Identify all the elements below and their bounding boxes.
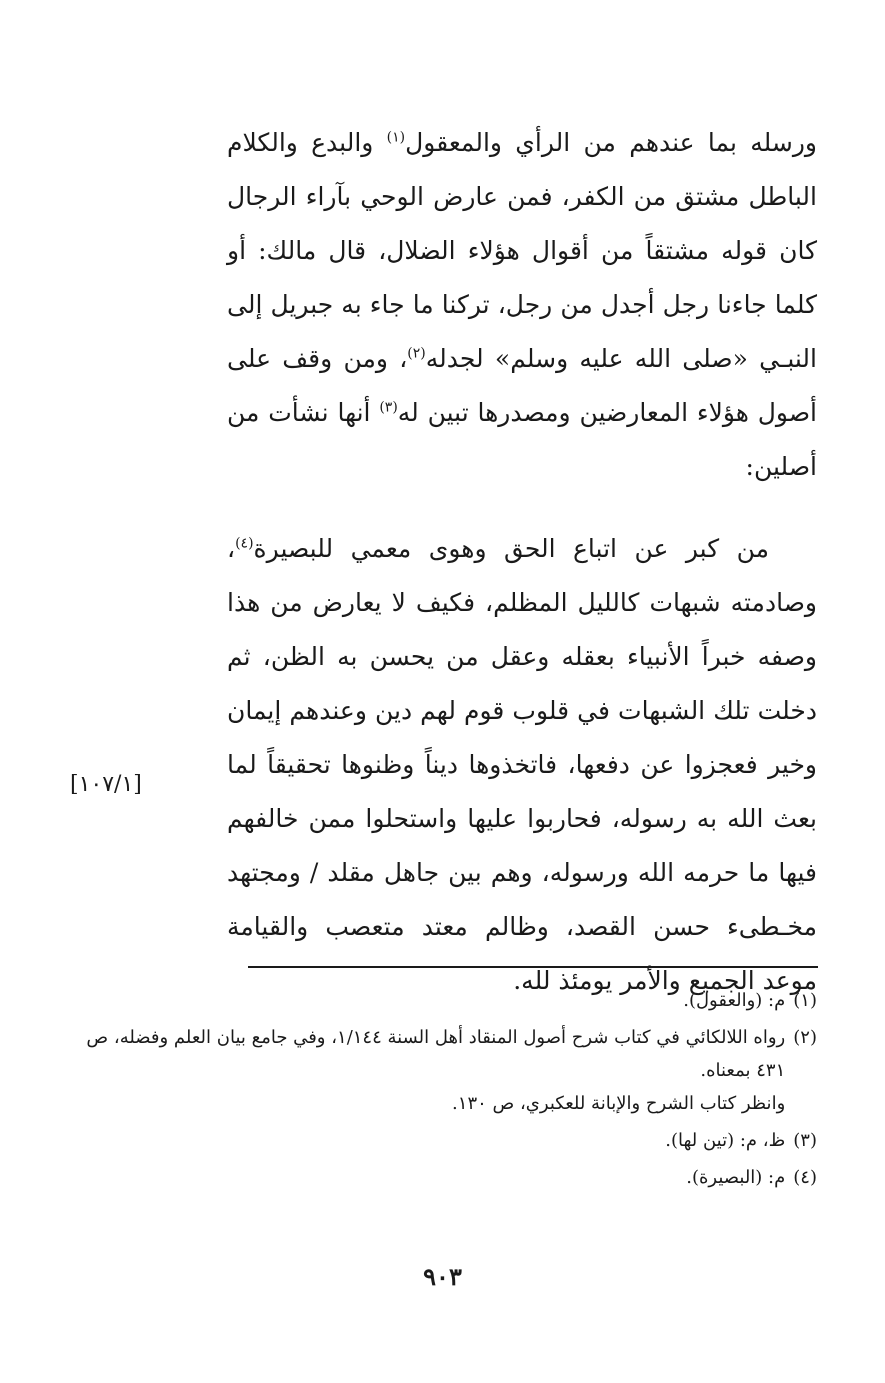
footnote-number: (١) <box>793 990 817 1011</box>
footnote-number: (٤) <box>793 1167 817 1188</box>
footnote-line: وانظر كتاب الشرح والإبانة للعكبري، ص ١٣٠. <box>452 1093 786 1114</box>
footnote-number: (٣) <box>793 1130 817 1151</box>
footnote-marker-1: (١) <box>386 129 406 146</box>
footnote-body <box>67 1124 785 1157</box>
text-segment: ، ومن وقف على أصول هؤلاء المعارضين ومصدرها تبين له <box>227 344 817 427</box>
footnote-marker-3: (٣) <box>379 399 398 416</box>
paragraph-2 <box>227 522 817 1008</box>
footnote-1 <box>67 984 817 1017</box>
footnote-body <box>67 984 785 1017</box>
footnote-number: (٢) <box>793 1027 817 1048</box>
footnote-marker-2: (٢) <box>407 345 426 362</box>
text-segment: والبدع والكلام الباطل مشتق من الكفر، فمن عارض الوحي بآراء الرجال كان قوله مشتقاً من أقوال هؤلاء الضلال، قال مالك: أو كلما جاءنا رجل أجدل من رجل، تركنا ما جاء به جبريل إلى النبـي «صلى الله عليه وسلم» لجدله <box>227 128 817 373</box>
text-segment: أنها نشأت من أصلين: <box>227 398 817 481</box>
paragraph-spacer <box>227 494 817 522</box>
footnote-line: م: (والعقول). <box>683 990 786 1011</box>
manuscript-folio-reference: [١٠٧/١] <box>70 772 142 797</box>
footnote-line: رواه اللالكائي في كتاب شرح أصول المنقاد أهل السنة ١/١٤٤، وفي جامع بيان العلم وفضله، ص ٤٣١ بمعناه. <box>86 1027 786 1081</box>
footnote-marker-4: (٤) <box>235 535 254 552</box>
footnote-line: ظ، م: (تين لها). <box>665 1130 786 1151</box>
footnote-body <box>67 1021 785 1120</box>
paragraph-1 <box>227 116 817 494</box>
footnote-divider <box>248 966 818 968</box>
footnote-4 <box>67 1161 817 1194</box>
text-segment: ورسله بما عندهم من الرأي والمعقول <box>405 128 817 157</box>
footnote-3 <box>67 1124 817 1157</box>
text-segment: من كبر عن اتباع الحق وهوى معمي للبصيرة <box>253 534 769 563</box>
footnote-line: م: (البصيرة). <box>686 1167 786 1188</box>
page-number: ٩٠٣ <box>423 1262 462 1291</box>
main-text <box>227 116 817 1008</box>
footnotes <box>67 984 817 1198</box>
text-segment: ، وصادمته شبهات كالليل المظلم، فكيف لا يعارض من هذا وصفه خبراً الأنبياء بعقله وعقل من يحسن به الظن، ثم دخلت تلك الشبهات في قلوب قوم لهم دين وعندهم إيمان وخير فعجزوا عن دفعها، فاتخذوها ديناً وظنوها تحقيقاً لما بعث الله به رسوله، فحاربوا عليها واستحلوا ممن خالفهم فيها ما حرمه الله ورسوله، وهم بين جاهل مقلد / ومجتهد مخـطىء حسن القصد، وظالم معتد متعصب والقيامة موعد الجميع والأمر يومئذ لله. <box>227 534 817 995</box>
footnote-2 <box>67 1021 817 1120</box>
footnote-body <box>67 1161 785 1194</box>
